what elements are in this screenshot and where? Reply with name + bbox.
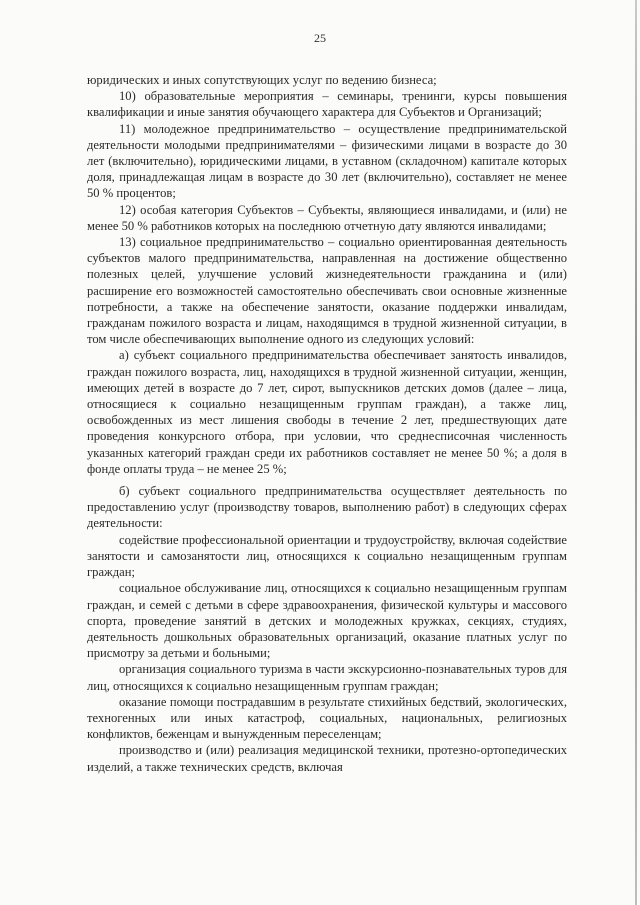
document-body	[87, 72, 567, 775]
paragraph-item-11: 11) молодежное предпринимательство – осуществление предпринимательской деятельности молодыми предпринимателями – физическими лицами в возрасте до 30 лет (включительно), юридическими лицами, в уставном (складочном) капитале которых доля, принадлежащая лицам в возрасте до 30 лет (включительно), составляет не менее 50 % процентов;	[87, 121, 567, 201]
paragraph-sphere-employment: содействие профессиональной ориентации и трудоустройству, включая содействие занятости и самозанятости лиц, относящихся к социально незащищенным группам граждан;	[87, 532, 567, 580]
paragraph-condition-a: а) субъект социального предпринимательства обеспечивает занятость инвалидов, граждан пожилого возраста, лиц, находящихся в трудной жизненной ситуации, женщин, имеющих детей в возрасте до 7 лет, сирот, выпускников детских домов (далее – лица, относящиеся к социально незащищенным группам граждан), а также лиц, освобожденных из мест лишения свободы в течение 2 лет, предшествующих дате проведения конкурсного отбора, при условии, что среднесписочная численность указанных категорий граждан среди их работников составляет не менее 50 %; а доля в фонде оплаты труда – не менее 25 %;	[87, 348, 567, 476]
paragraph-sphere-disaster-help: оказание помощи пострадавшим в результате стихийных бедствий, экологических, техногенных или иных катастроф, социальных, национальных, религиозных конфликтов, беженцам и вынужденным переселенцам;	[87, 694, 567, 742]
page-number: 25	[314, 31, 326, 45]
paragraph-sphere-medical-tech: производство и (или) реализация медицинской техники, протезно-ортопедических изделий, а также технических средств, включая	[87, 743, 567, 774]
paragraph-continuation: юридических и иных сопутствующих услуг по ведению бизнеса;	[87, 73, 437, 87]
page-edge	[635, 0, 637, 905]
paragraph-item-10: 10) образовательные мероприятия – семинары, тренинги, курсы повышения квалификации и иные занятия обучающего характера для Субъектов и Организаций;	[87, 89, 567, 120]
paragraph-sphere-social-service: социальное обслуживание лиц, относящихся к социально незащищенным группам граждан, и семей с детьми в сфере здравоохранения, физической культуры и массового спорта, проведение занятий в детских и молодежных кружках, секциях, студиях, деятельность дошкольных образовательных организаций, оказание платных услуг по присмотру за детьми и больными;	[87, 581, 567, 661]
paragraph-sphere-social-tourism: организация социального туризма в части экскурсионно-познавательных туров для лиц, относящихся к социально незащищенным группам граждан;	[87, 662, 567, 693]
paragraph-item-12: 12) особая категория Субъектов – Субъекты, являющиеся инвалидами, и (или) не менее 50 % работников которых на последнюю отчетную дату являются инвалидами;	[87, 202, 567, 233]
paragraph-item-13: 13) социальное предпринимательство – социально ориентированная деятельность субъектов малого предпринимательства, направленная на достижение общественно полезных целей, улучшение условий жизнедеятельности гражданина и (или) расширение его возможностей самостоятельно обеспечивать свои основные жизненные потребности, а также на обеспечение занятости, оказание поддержки инвалидам, гражданам пожилого возраста и лицам, находящимся в трудной жизненной ситуации, в том числе обеспечивающих выполнение одного из следующих условий:	[87, 235, 567, 347]
paragraph-condition-b: б) субъект социального предпринимательства осуществляет деятельность по предоставлению услуг (производству товаров, выполнению работ) в следующих сферах деятельности:	[87, 484, 567, 531]
